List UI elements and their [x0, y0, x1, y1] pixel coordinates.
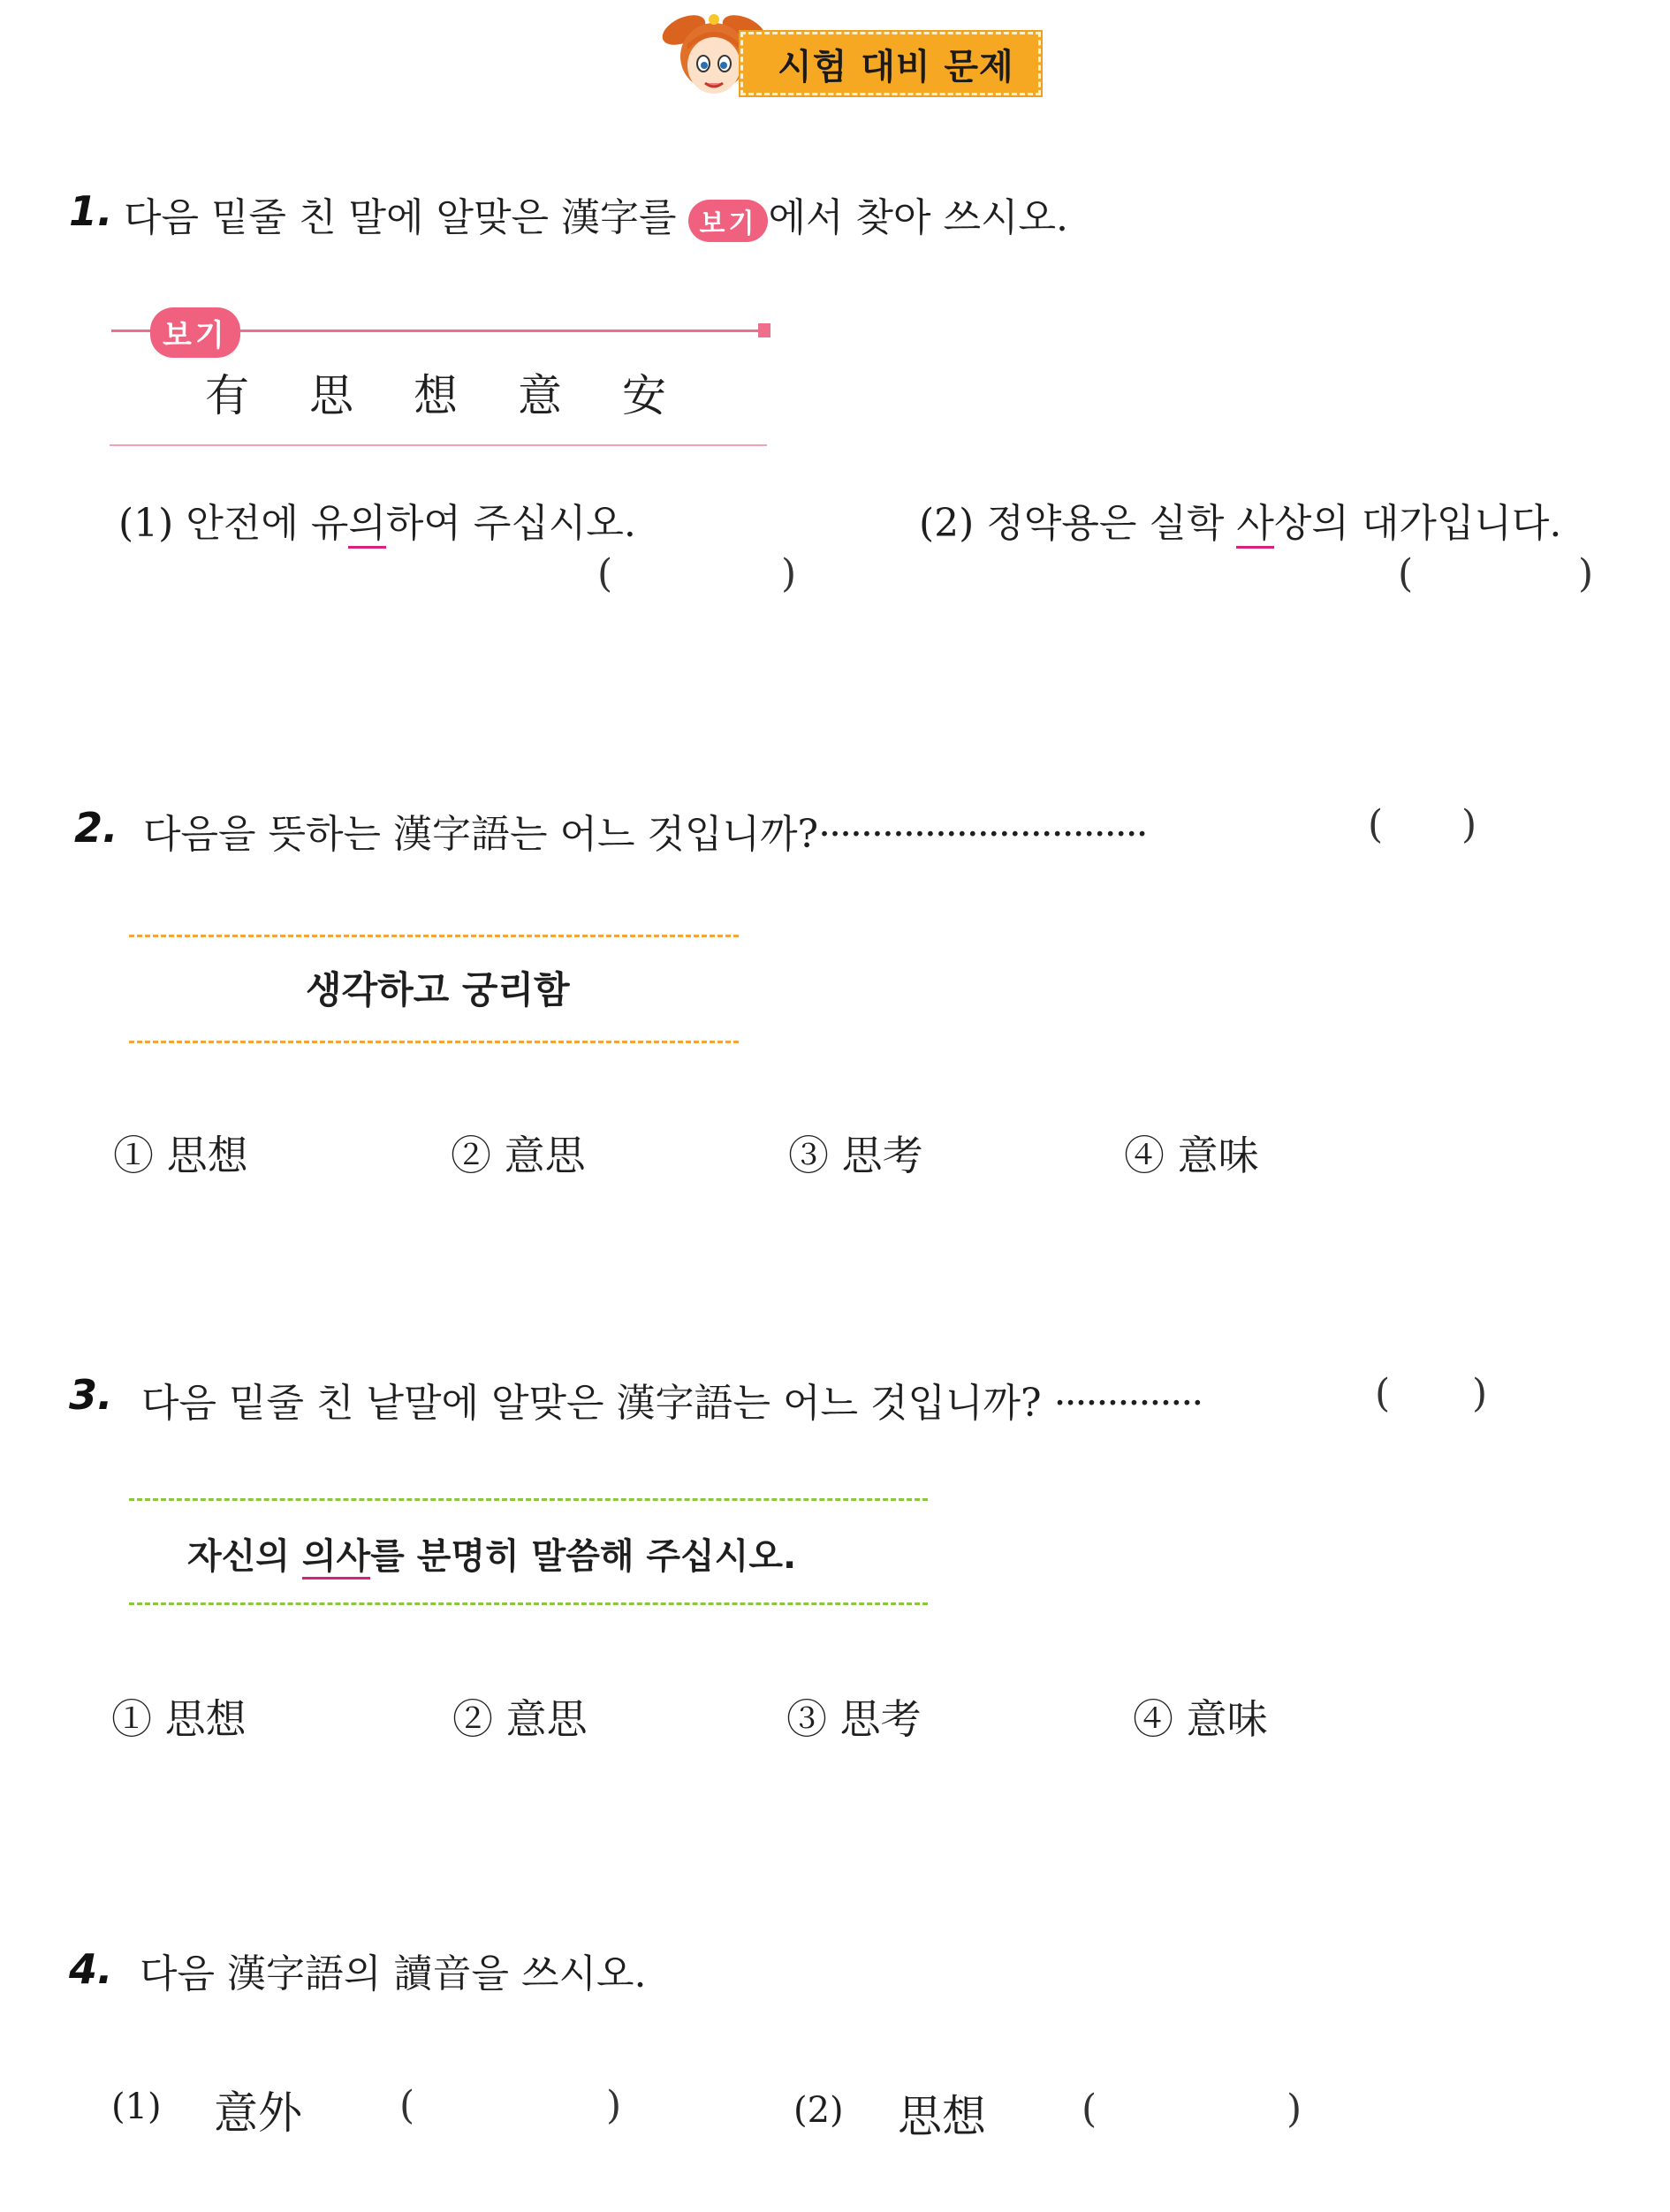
q2-choice-3[interactable]: ③ 思考 [788, 1132, 923, 1179]
q3-choice-4[interactable]: ④ 意味 [1133, 1695, 1268, 1743]
q3-dots: ·············· [1053, 1381, 1203, 1426]
q3-choice-1[interactable]: ① 思想 [111, 1695, 247, 1743]
q1-item2-answer-close: ) [1578, 551, 1594, 596]
q1-prompt [124, 186, 1068, 242]
q1-item2-pre: 정약용은 실학 [986, 501, 1237, 546]
q3-sentence-bottom-line [129, 1602, 928, 1605]
q3-number: 3. [69, 1371, 113, 1419]
q2-meaning-top-line [129, 935, 739, 937]
q3-sentence-underlined: 의사 [302, 1536, 370, 1579]
q1-item1-post: 하여 주십시오. [385, 501, 636, 546]
q4-text: 다음 漢字語의 讀音을 쓰시오. [140, 1951, 647, 1996]
q1-bogi-pill: 보기 [688, 200, 768, 242]
bogi-line-end [758, 323, 770, 337]
q4-item1-answer-open: ( [399, 2083, 415, 2128]
bogi-char-3: 想 [414, 370, 458, 421]
bogi-box-label: 보기 [150, 307, 240, 358]
q2-answer-close: ) [1461, 802, 1477, 847]
q1-item1-num: (1) [118, 501, 174, 546]
bogi-box-label-wrap [150, 307, 240, 358]
q1-item2-answer-open: ( [1398, 551, 1414, 596]
bogi-char-5: 安 [622, 370, 666, 421]
q3-answer-open: ( [1375, 1371, 1391, 1416]
q2-choice-4[interactable]: ④ 意味 [1124, 1132, 1259, 1179]
q1-item2-post: 상의 대가입니다. [1273, 501, 1562, 546]
q3-text: 다음 밑줄 친 낱말에 알맞은 漢字語는 어느 것입니까? [141, 1381, 1042, 1426]
q2-meaning: 생각하고 궁리함 [306, 968, 570, 1011]
q2-number: 2. [74, 804, 118, 852]
q4-item1-word: 意外 [214, 2087, 302, 2139]
q1-item2-underlined: 사 [1236, 501, 1274, 549]
bogi-chars [205, 360, 726, 424]
q3-answer-close: ) [1472, 1371, 1488, 1416]
q2-dots: ······························· [818, 812, 1147, 857]
bogi-char-1: 有 [205, 370, 249, 421]
q2-text: 다음을 뜻하는 漢字語는 어느 것입니까? [143, 812, 819, 857]
q1-item1-pre: 안전에 [186, 501, 311, 546]
q3-sentence [187, 1528, 796, 1579]
q3-choice-3[interactable]: ③ 思考 [786, 1695, 922, 1743]
q1-item1-answer-close: ) [781, 551, 797, 596]
q4-item2-answer-close: ) [1287, 2087, 1302, 2132]
q4-item2-num: (2) [793, 2090, 844, 2131]
q2-choice-1[interactable]: ① 思想 [113, 1132, 248, 1179]
q4-number: 4. [69, 1945, 113, 1993]
q1-text-before: 다음 밑줄 친 말에 알맞은 漢字를 [124, 195, 677, 240]
q4-item1-num: (1) [111, 2087, 162, 2127]
bogi-char-4: 意 [518, 370, 562, 421]
q2-choice-2[interactable]: ② 意思 [451, 1132, 586, 1179]
q4-item1-answer-close: ) [606, 2083, 622, 2128]
q3-sentence-top-line [129, 1498, 928, 1501]
q2-answer-open: ( [1368, 802, 1384, 847]
q4-item2-answer-open: ( [1082, 2087, 1097, 2132]
q4-item2-word: 思想 [898, 2091, 986, 2142]
q1-item2-num: (2) [919, 501, 975, 546]
q1-number: 1. [69, 187, 113, 235]
q3-choice-2[interactable]: ② 意思 [452, 1695, 588, 1743]
q3-sentence-pre: 자신의 [187, 1536, 302, 1577]
q1-item1-answer-open: ( [597, 551, 613, 596]
q1-item1-underlined: 의 [348, 501, 386, 549]
header-title: 시험 대비 문제 [778, 47, 1014, 87]
bogi-char-2: 思 [309, 370, 353, 421]
q1-item1-pre-u: 유 [310, 501, 349, 546]
q2-meaning-bottom-line [129, 1041, 739, 1043]
q3-prompt [141, 1371, 1202, 1428]
q2-prompt [143, 802, 1147, 859]
q3-sentence-post: 를 분명히 말씀해 주십시오. [370, 1536, 797, 1577]
q1-item2 [919, 491, 1561, 548]
q1-item1 [118, 491, 636, 548]
bogi-bottom-line [110, 444, 767, 446]
q1-text-after: 에서 찾아 쓰시오. [768, 195, 1068, 240]
